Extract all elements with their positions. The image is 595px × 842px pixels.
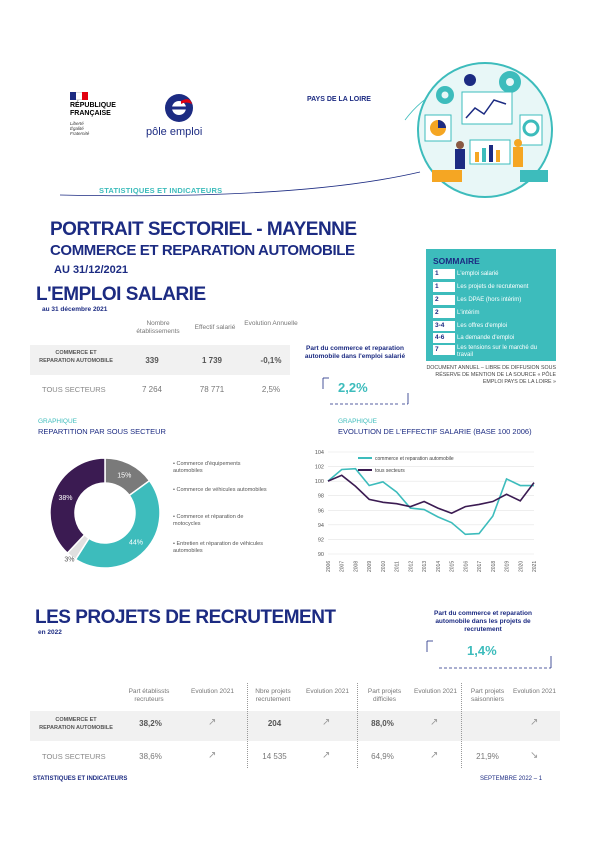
sommaire-item[interactable]: 7 Les tensions sur le marché du travail [435,345,538,358]
trend-up-icon: ↗ [322,717,331,728]
y-tick-label: 104 [314,450,324,456]
table-cell: 1 739 [201,356,223,365]
col-header: Nbre projets recrutement [255,688,291,703]
trend-down-icon: ↘ [530,750,539,761]
col-header: Evolution 2021 [305,688,349,695]
column-divider [461,683,462,768]
y-tick-label: 90 [317,552,324,558]
part-recrutement-frame [425,638,565,672]
sommaire-item[interactable]: 2 L'intérim [435,309,480,316]
part-emploi-frame [320,375,415,407]
col-header: Part établissts recruteurs [128,688,170,703]
stats-section-label: STATISTIQUES ET INDICATEURS [99,186,223,195]
table-cell: 88,0% [371,719,394,728]
x-tick-label: 2006 [326,560,332,572]
x-tick-label: 2010 [380,560,387,572]
y-tick-label: 96 [317,508,324,515]
graph2-kicker: GRAPHIQUE [338,418,378,425]
footer-label: STATISTIQUES ET INDICATEURS [33,776,128,782]
legend-label: tous secteurs [375,468,405,474]
pie-label: 3% [64,556,75,564]
series-line [328,469,534,535]
republique-francaise-logo: RÉPUBLIQUE FRANÇAISE [70,102,116,117]
recrutement-section-title: LES PROJETS DE RECRUTEMENT [35,607,336,628]
y-tick-label: 94 [317,522,324,529]
part-emploi-value: 2,2% [338,380,368,395]
pie-label: 15% [117,472,132,480]
pie-label: 38% [58,494,73,502]
sommaire-title: SOMMAIRE [433,256,480,266]
graph2-title: EVOLUTION DE L'EFFECTIF SALARIE (BASE 100 2006) [338,427,532,436]
col-header-etablissements: Nombre établissements [136,320,180,335]
part-recrutement-label: Part du commerce et reparation automobile dans les projets de recrutement [434,610,532,633]
row-label-sector: COMMERCE ET REPARATION AUTOMOBILE [39,350,113,364]
part-recrutement-value: 1,4% [467,643,497,658]
sommaire-item[interactable]: 3-4 Les offres d'emploi [435,322,508,329]
page-title: PORTRAIT SECTORIEL - MAYENNE [50,219,357,240]
x-tick-label: 2008 [353,560,360,572]
row-label-sector: COMMERCE ET REPARATION AUTOMOBILE [39,717,113,731]
table-cell: 38,6% [139,752,162,761]
column-divider [247,683,248,768]
x-tick-label: 2012 [408,560,415,572]
part-emploi-label: Part du commerce et reparation automobile dans l'emploi salarié [304,345,406,360]
sommaire-box [426,249,556,361]
table-cell: 14 535 [262,752,287,761]
x-tick-label: 2017 [477,560,484,572]
pie-slice [50,458,105,553]
x-tick-label: 2016 [463,560,470,572]
col-header: Evolution 2021 [190,688,234,695]
trend-up-icon: ↗ [430,717,439,728]
col-header: Evolution 2021 [413,688,457,695]
pie-label: 44% [128,539,143,547]
x-tick-label: 2014 [435,560,442,572]
footer-page: SEPTEMBRE 2022 – 1 [480,776,543,782]
table-cell: 7 264 [141,385,163,394]
trend-up-icon: ↗ [208,750,217,761]
table-cell: -0,1% [260,356,282,365]
sommaire-item[interactable]: 1 L'emploi salarié [435,270,499,277]
trend-up-icon: ↗ [322,750,331,761]
col-header: Part projets saisonniers [470,688,505,703]
line-chart [300,440,545,580]
trend-up-icon: ↗ [208,717,217,728]
pole-emploi-wordmark: pôle emploi [146,126,203,138]
graph1-title: REPARTITION PAR SOUS SECTEUR [38,427,166,436]
header-illustration [0,60,595,210]
table-cell: 339 [145,356,159,365]
table-cell: 204 [267,719,282,728]
col-header-effectif: Effectif salarié [194,324,236,331]
emploi-section-subtitle: au 31 décembre 2021 [42,306,108,313]
col-header: Evolution 2021 [512,688,556,695]
table-cell: 64,9% [371,752,394,761]
x-tick-label: 2019 [504,560,511,572]
table-cell: 2,5% [261,385,281,394]
x-tick-label: 2015 [449,560,456,572]
column-divider [357,683,358,768]
col-header-evolution: Evolution Annuelle [244,320,298,327]
legend-item: • Commerce d'équipements automobiles [173,461,241,474]
col-header: Part projets difficiles [367,688,402,703]
y-tick-label: 98 [317,493,324,500]
sector-title: COMMERCE ET REPARATION AUTOMOBILE [50,242,355,259]
legend-item: • Commerce de véhicules automobiles [173,487,267,493]
region-label: PAYS DE LA LOIRE [307,96,371,103]
trend-up-icon: ↗ [430,750,439,761]
x-tick-label: 2007 [339,560,346,572]
sommaire-item[interactable]: 1 Les projets de recrutement [435,283,529,290]
recrutement-section-subtitle: en 2022 [38,629,62,636]
y-tick-label: 92 [317,537,324,544]
pie-slice [76,481,160,568]
date-title: AU 31/12/2021 [54,264,128,276]
donut-chart [40,448,170,578]
x-tick-label: 2021 [532,560,538,572]
row-label-all: TOUS SECTEURS [42,752,106,761]
x-tick-label: 2020 [518,560,525,572]
row-label-all: TOUS SECTEURS [42,385,106,394]
emploi-section-title: L'EMPLOI SALARIE [36,284,206,305]
x-tick-label: 2009 [367,560,374,572]
legend-item: • Commerce et réparation de motocycles [173,514,244,527]
graph1-kicker: GRAPHIQUE [38,418,78,425]
legend-label: commerce et reparation automobile [375,456,454,462]
y-tick-label: 102 [314,464,324,471]
sommaire-item[interactable]: 4-6 La demande d'emploi [435,334,515,341]
table-cell: 38,2% [139,719,162,728]
document-note: DOCUMENT ANNUEL – LIBRE DE DIFFUSION SOUS RÉSERVE DE MENTION DE LA SOURCE « PÔLE EMPLOI PAYS DE LA LOIRE » [426,365,556,385]
republique-motto: Liberté Égalité Fraternité [70,121,90,136]
trend-up-icon: ↗ [530,717,539,728]
table-cell: 78 771 [199,385,225,394]
x-tick-label: 2013 [422,560,429,572]
legend-item: • Entretien et réparation de véhicules automobiles [173,541,263,554]
table-cell: 21,9% [476,752,499,761]
x-tick-label: 2018 [490,560,497,572]
x-tick-label: 2011 [394,561,401,572]
y-tick-label: 100 [314,479,324,486]
sommaire-item[interactable]: 2 Les DPAE (hors intérim) [435,296,522,303]
